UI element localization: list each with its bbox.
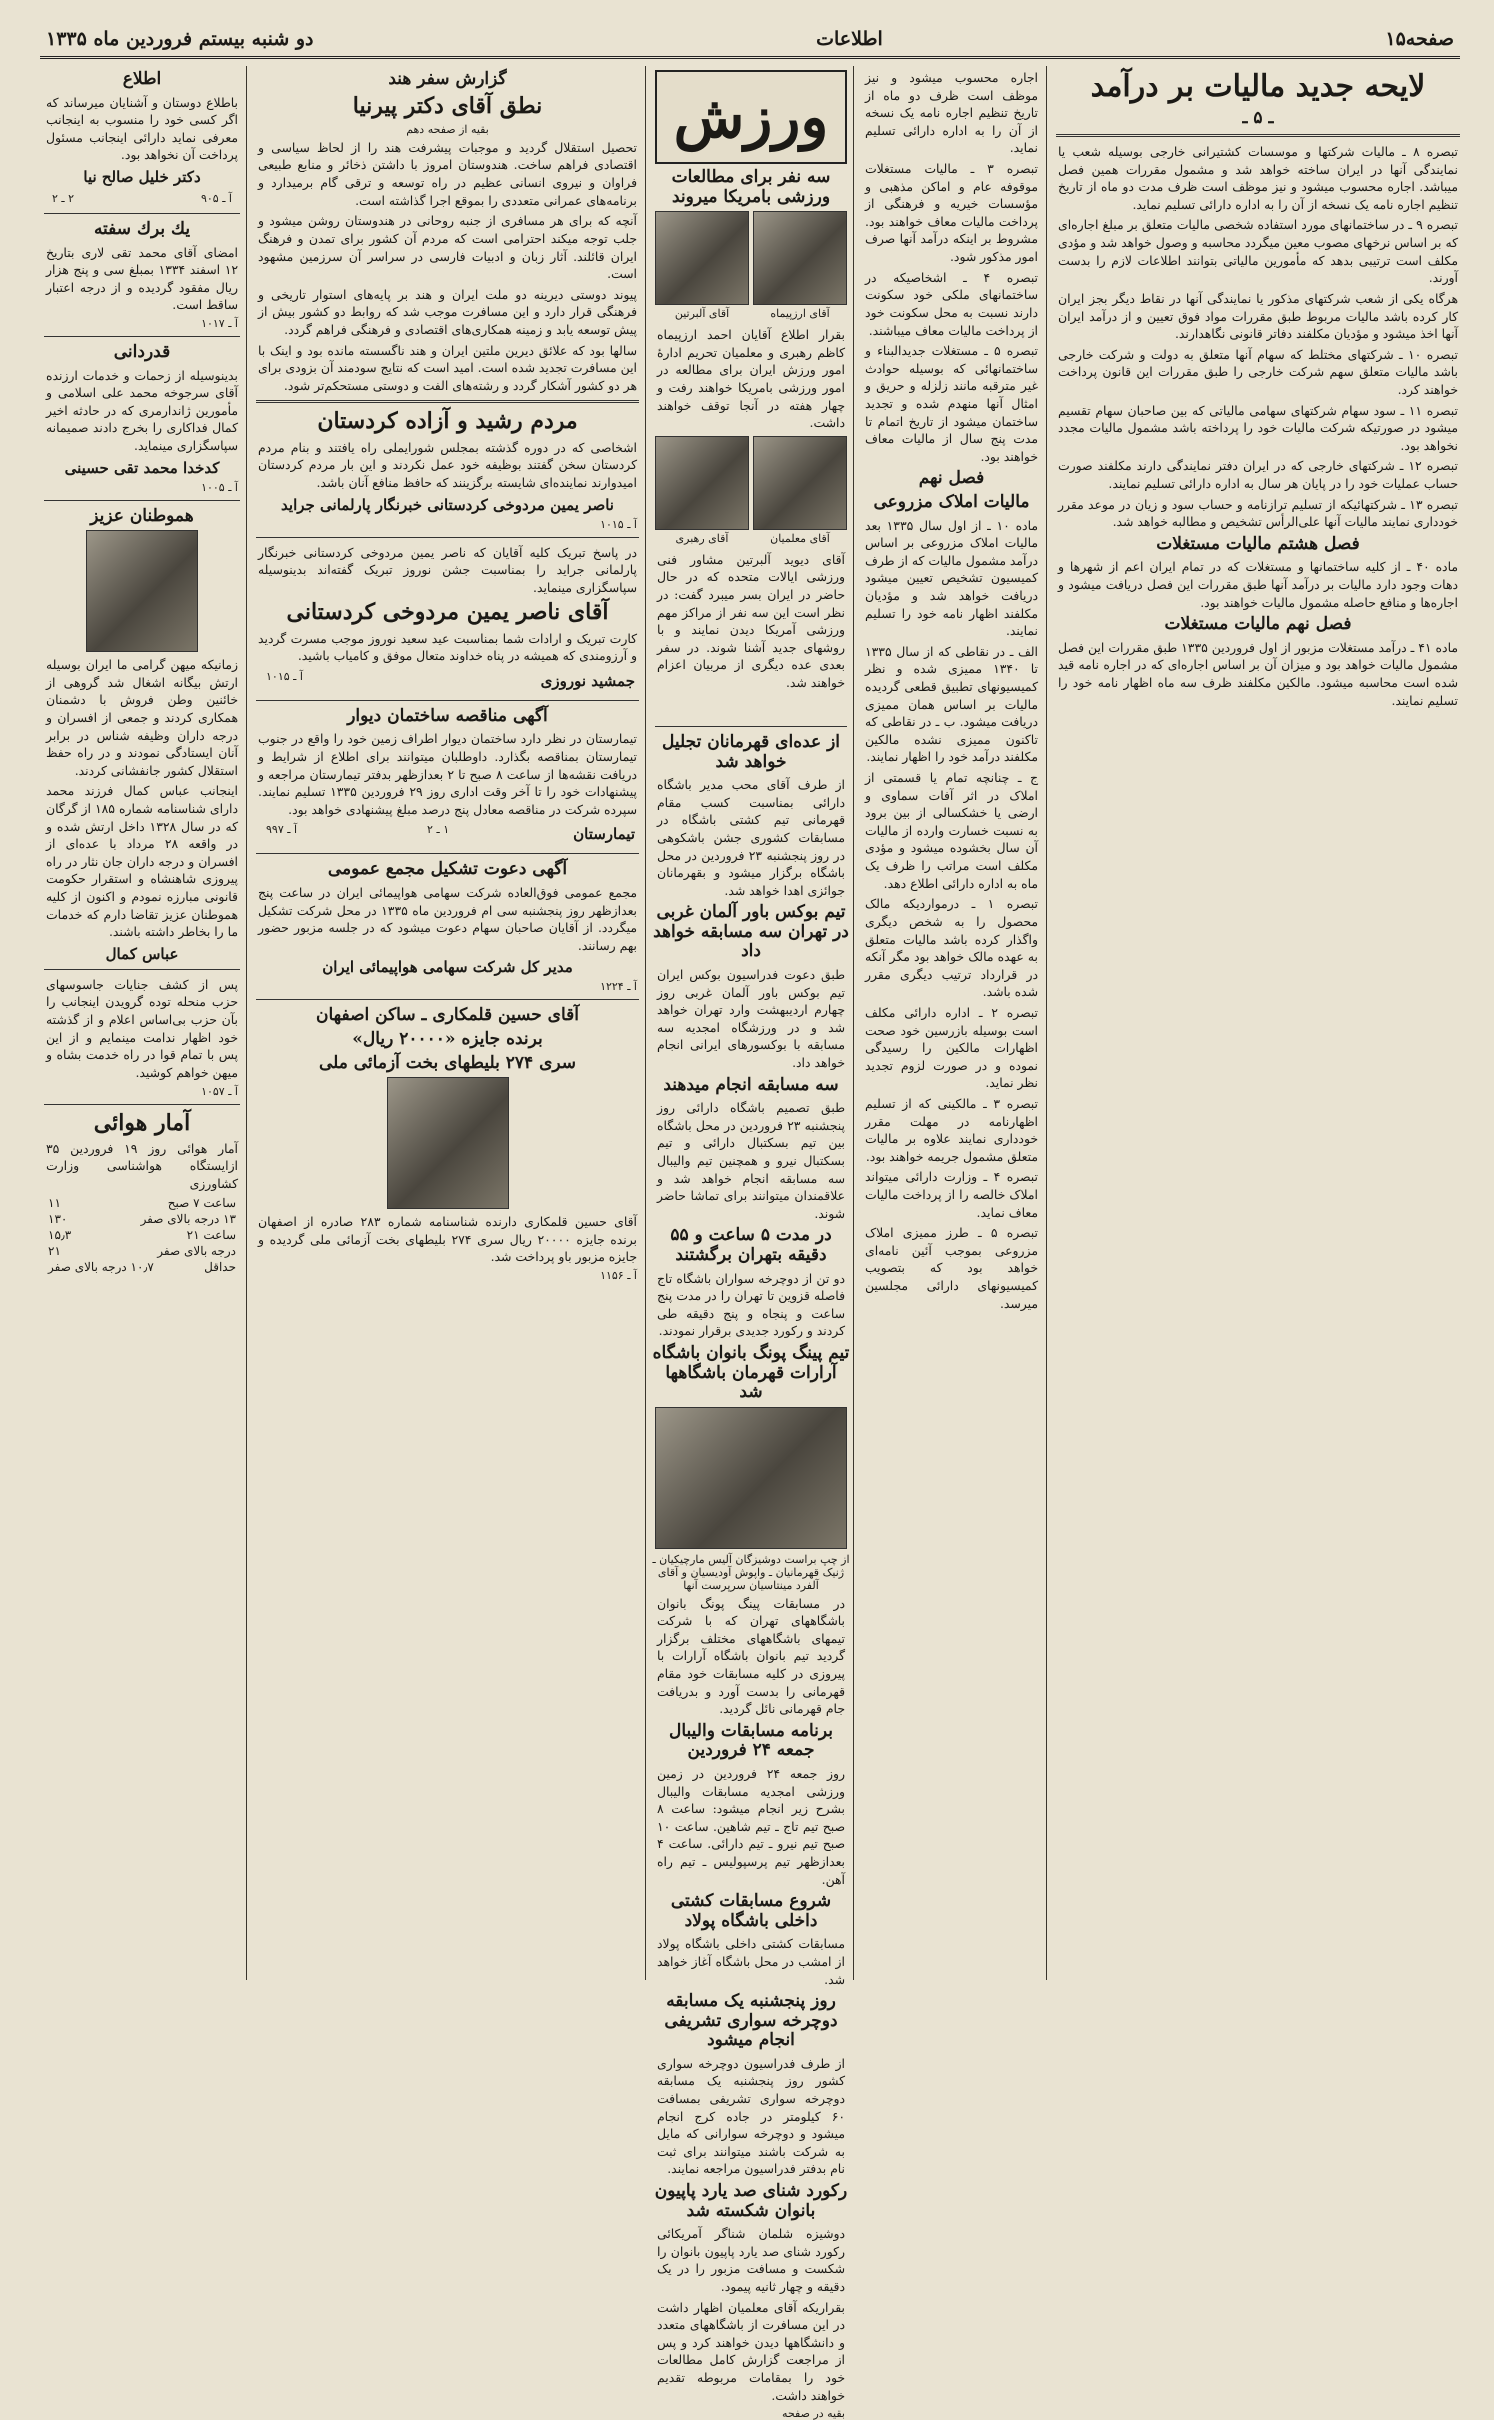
photo-caption: آقای معلمیان xyxy=(770,531,830,545)
weather-stats xyxy=(40,1196,244,1274)
lottery-headline: آقای حسین قلمکاری ـ ساکن اصفهان xyxy=(315,1005,580,1026)
sports-headline: تیم بوکس باور آلمان غربی در تهران سه مسابقه خواهد داد xyxy=(653,902,849,962)
tax-paragraph: تبصره ۵ ـ طرز ممیزی املاک مزروعی بموجب آئین نامه‌ای خواهد بود که بتصویب کمیسیونهای دارائی مجلسین میرسد. xyxy=(865,1225,1038,1311)
chapter-heading: فصل نهم xyxy=(918,468,985,489)
weather-stat-value: ۱۳۰ xyxy=(48,1211,68,1226)
sports-headline: رکورد شنای صد یارد پاپیون بانوان شکسته شد xyxy=(654,2181,848,2221)
notice-headline: قدردانی xyxy=(113,341,171,362)
kurdistan-headline: مردم رشید و آزاده کردستان xyxy=(317,408,578,435)
divider xyxy=(1056,134,1460,137)
ad-code: ۱ ـ ۲ xyxy=(427,823,450,837)
tax-paragraph: تبصره ۱۲ ـ شرکتهای خارجی که در ایران دفتر نمایندگی دارند مکلفند صورت حساب عملیات خود را در پایان هر سال به اداره دارائی تسلیم نمایند. xyxy=(1058,458,1458,492)
tax-paragraph: تبصره ۱۳ ـ شرکتهائیکه از تسلیم ترازنامه و حساب سود و زیان در موعد مقرر خودداری نمایند مالیات آنها علی‌الرأس تشخیص و مطالبه خواهد شد. xyxy=(1058,496,1459,530)
tax-paragraph: تبصره ۳ ـ مالیات مستغلات موقوفه عام و اماکن مذهبی و مؤسسات خیریه و فرهنگی از پرداخت مالیات معاف خواهند بود. مشروط بر اینکه درآمد آنها صرف امور مذکور شود. xyxy=(865,161,1038,265)
weather-intro: آمار هوائی روز ۱۹ فروردین ۳۵ ازایستگاه هواشناسی وزارت کشاورزی xyxy=(46,1140,238,1192)
notice-paragraph: پس از کشف جنایات جاسوسهای حزب منحله توده گرویدن اینجانب را بآن حزب بی‌اساس اعلام و از گذشته خود اظهار ندامت مینمایم و از این پس با تمام قوا در راه خدمت بشاه و میهن خواهم کوشید. xyxy=(46,976,238,1080)
notice-paragraph: اشخاصی که در دوره گذشته بمجلس شورایملی راه یافتند و بنام مردم کردستان سخن گفتند بوظیفه خود عمل نکردند و این بار مردم کردستان امیدوارند نماینده‌ای شایسته برگزینند که حافظ منافع آنان باشد. xyxy=(258,439,637,490)
assembly-headline: آگهی دعوت تشکیل مجمع عمومی xyxy=(327,859,568,880)
sports-headline: از عده‌ای قهرمانان تجلیل خواهد شد xyxy=(661,732,841,772)
sports-paragraph: از طرف فدراسیون دوچرخه سواری کشور روز پنجشنبه یک مسابقه دوچرخه سواری تشریفی بمسافت ۶۰ کیلومتر در جاده کرج انجام میشود و دوچرخه سوارانی که مایل به شرکت باشند میتوانند برای ثبت نام بدفتر فدراسیون مراجعه نمایند. xyxy=(657,2055,845,2177)
weather-stat-row xyxy=(48,1196,236,1210)
ad-code: آ ـ ۱۰۱۷ xyxy=(201,316,238,330)
sports-headline: برنامه مسابقات والیبال جمعه ۲۴ فروردین xyxy=(669,1720,833,1761)
tax-paragraph: هرگاه یکی از شعب شرکتهای مذکور یا نمایندگی آنها در نقاط دیگر بجز ایران کار کرده باشد مالیات مربوط طبق مقررات مواد فوق تعیین و از درآمد ایران آنها اخذ میشود و مؤدیان مکلفند دفاتر قانونی نگاهدارند. xyxy=(1058,290,1458,342)
greeting-headline: آقای ناصر یمین مردوخی کردستانی xyxy=(286,599,609,626)
page-number: صفحه۱۵ xyxy=(1385,28,1454,50)
ad-code: آ ـ ۱۰۱۵ xyxy=(266,669,303,683)
sports-headline: سه نفر برای مطالعات ورزشی بامریکا میروند xyxy=(671,167,831,207)
tax-paragraph: تبصره ۴ ـ وزارت دارائی میتواند املاک خالصه را از پرداخت مالیات معاف نماید. xyxy=(865,1169,1038,1220)
portrait-photo xyxy=(86,530,198,652)
signature: تیمارستان xyxy=(573,825,635,844)
team-photo xyxy=(655,1407,847,1549)
weather-stat-row xyxy=(48,1212,236,1226)
photo-caption: آقای ارزپیماه xyxy=(770,307,830,321)
divider xyxy=(44,213,240,214)
tax-bill-continued-column xyxy=(859,66,1044,1980)
tax-paragraph: الف ـ در نقاطی که از سال ۱۳۳۵ تا ۱۳۴۰ ممیزی شده و نظر کمیسیونهای تطبیق قطعی گردیده مالیات بر اساس همان ممیزی دریافت میشود. ب ـ در نقاطی که تاکنون ممیزی نشده مالکین مکلفند درآمد خود را اظهار نمایند. xyxy=(865,643,1038,765)
photo-caption: آقای رهبری xyxy=(675,531,729,545)
sports-headline: سه مسابقه انجام میدهند xyxy=(663,1074,839,1095)
tax-paragraph: اجاره محسوب میشود و نیز موظف است ظرف دو ماه از تاریخ تنظیم اجاره نامه یک نسخه از آن را به اداره دارائی تسلیم نماید. xyxy=(865,70,1038,156)
weather-stat-value: ۱۵٫۳ xyxy=(48,1227,72,1242)
notice-paragraph: آقای حسین قلمکاری دارنده شناسنامه شماره ۲۸۳ صادره از اصفهان برنده جایزه ۲۰۰۰۰ ریال سری ۲۷۴ بلیطهای بخت آزمائی ملی گردیده و جایزه مزبور باو پرداخت شد. xyxy=(258,1214,638,1265)
weather-stat-value: ۲۱ xyxy=(48,1243,61,1258)
column-rule xyxy=(246,66,247,1980)
notice-paragraph: کارت تبریک و ارادات شما بمناسبت عید سعید نوروز موجب مسرت گردید و آرزومندی که همیشه در پناه خداوند متعال موفق و کامیاب باشید. xyxy=(258,630,637,664)
portrait-photo xyxy=(655,211,749,305)
report-paragraph: پیوند دوستی دیرینه دو ملت ایران و هند بر پایه‌های استوار تاریخی و فرهنگی قرار دارد و این مسافرت موجب شد که روابط دو کشور بیش از پیش توسعه یابد و زمینه همکاری‌های اقتصادی و فرهنگی فراهم گردد. xyxy=(258,286,637,337)
weather-stat-label: ۱۳ درجه بالای صفر xyxy=(140,1211,236,1226)
ad-code: آ ـ ۱۰۵۷ xyxy=(201,1084,238,1098)
chapter-subheading: مالیات املاک مزروعی xyxy=(873,491,1030,512)
tax-paragraph: تبصره ۸ ـ مالیات شرکتها و موسسات کشتیرانی خارجی بوسیله شعب یا نمایندگی آنها در ایران ساخته خواهد شد و مشمول مقررات همین فصل میباشد. اجاره محسوب میشود و نیز موظف است ظرف مدت دو ماه از تاریخ تنظیم اجاره نامه یک نسخه از آن را به اداره دارائی تسلیم نماید. xyxy=(1058,144,1459,212)
notice-headline: یك برك سفته xyxy=(93,218,191,239)
continued-note: بقیه در صفحه xyxy=(782,2407,845,2420)
tender-headline: آگهی مناقصه ساختمان دیوار xyxy=(347,705,548,726)
sports-paragraph: بقراریکه آقای معلمیان اظهار داشت در این مسافرت از باشگاههای متعدد و دانشگاهها دیدن خواهند کرد و پس از مراجعت گزارش کامل مطالعات خود را بمقامات مربوطه تقدیم خواهند داشت. xyxy=(657,2299,845,2403)
weather-stat-row xyxy=(48,1228,236,1242)
tax-bill-subhead: ـ ۵ ـ xyxy=(1242,107,1274,128)
sports-paragraph: مسابقات کشتی داخلی باشگاه پولاد از امشب در محل باشگاه آغاز خواهد شد. xyxy=(657,1936,845,1987)
notice-paragraph: امضای آقای محمد تقی لاری بتاریخ ۱۲ اسفند ۱۳۳۴ بمبلغ سی و پنج هزار ریال مفقود گردیده و از درجه اعتبار ساقط است. xyxy=(46,244,238,313)
report-paragraph: تحصیل استقلال گردید و موجبات پیشرفت هند را از لحاظ سیاسی و اقتصادی فراهم ساخت. هندوستان امروز با داشتن ذخائر و منابع طبیعی فراوان و نیروی انسانی عظیم در راه توسعه و ترقی گام برمیدارد و برنامه‌های عمرانی متعددی را بموقع اجرا گذاشته است. xyxy=(258,139,637,208)
divider xyxy=(256,400,639,403)
sports-paragraph: آقای دیوید آلبرتین مشاور فنی ورزشی ایالات متحده که در حال حاضر در ایران بسر میبرد گفت: در نظر است این سه نفر از مراکز مهم ورزشی آمریکا دیدن نمایند و با روشهای جدید آشنا شوند. در سفر بعدی عده دیگری از مربیان اعزام خواهند شد. xyxy=(657,551,845,691)
masthead xyxy=(40,22,1460,59)
notice-headline: هموطنان عزیز xyxy=(90,505,194,526)
tax-paragraph: تبصره ۱ ـ درمواردیکه مالک محصول را به شخص دیگری واگذار کرده باشد مالیات متعلق به عهده مالک خواهد بود مگر آنکه در قرارداد ترتیب دیگری مقرر شده باشد. xyxy=(865,896,1038,1000)
weather-stat-value: ۱۱ xyxy=(48,1195,61,1210)
divider xyxy=(44,500,240,501)
issue-date: دو شنبه بیستم فروردین ماه ۱۳۳۵ xyxy=(46,28,314,50)
notice-paragraph: اینجانب عباس کمال فرزند محمد دارای شناسنامه شماره ۱۸۵ از گرگان که در سال ۱۳۲۸ داخل ارتش شده و در واقعه ۲۸ مرداد با عده‌ای از افسران و درجه داران جان نثار در راه پیروزی شاهنشاه و استقرار حکومت قانونی مبارزه نمودم و اکنون از کلیه هموطنان عزیز تقاضا دارم که خدمات ما را بخاطر داشته باشند. xyxy=(46,783,239,940)
column-rule xyxy=(1046,66,1047,1980)
lottery-series: سری ۲۷۴ بلیطهای بخت آزمائی ملی xyxy=(318,1052,577,1073)
signature: جمشید نوروزی xyxy=(540,671,635,690)
tax-paragraph: تبصره ۳ ـ مالکینی که از تسلیم اظهارنامه در مهلت مقرر خودداری نمایند علاوه بر مالیات متعلق مشمول جریمه خواهند بود. xyxy=(865,1096,1038,1164)
lottery-prize: برنده جایزه «۲۰۰۰۰ ریال» xyxy=(352,1028,543,1049)
ad-code: آ ـ ۹۹۷ xyxy=(266,823,298,837)
notice-headline: اطلاع xyxy=(122,69,162,89)
tax-bill-headline: لایحه جدید مالیات بر درآمد xyxy=(1090,69,1426,104)
divider xyxy=(44,969,240,970)
ad-code: آ ـ ۱۱۵۶ xyxy=(600,1268,637,1282)
ad-code: آ ـ ۱۰۱۵ xyxy=(600,517,637,531)
sports-paragraph: دو تن از دوچرخه سواران باشگاه تاج فاصله قزوین تا تهران را در مدت پنج ساعت و پنجاه و پنج دقیقه طی کردند و رکورد جدیدی برقرار نمودند. xyxy=(657,1270,845,1339)
sports-title: ورزش xyxy=(673,83,829,151)
sports-headline: روز پنجشنبه یک مسابقه دوچرخه سواری تشریفی انجام میشود xyxy=(664,1991,838,2051)
sports-paragraph: طبق تصمیم باشگاه دارائی روز پنجشنبه ۲۳ فروردین در محل باشگاه بین تیم بسکتبال دارائی و تیم بسکتبال نیرو و همچنین تیم والیبال سه مسابقه انجام خواهد شد و علاقمندان میتوانند برای تماشا حاضر شوند. xyxy=(657,1100,845,1221)
chapter-heading: فصل نهم مالیات مستغلات xyxy=(1164,614,1352,635)
signature: دکتر خلیل صالح نیا xyxy=(83,167,201,186)
notice-paragraph: بدینوسیله از زحمات و خدمات ارزنده آقای سرجوخه محمد علی اسلامی و مأمورین ژاندارمری که در حادثه اخیر کمال فداکاری را بخرج دادند صمیمانه سپاسگزاری مینماید. xyxy=(46,367,238,453)
sports-banner xyxy=(655,70,847,164)
paper-name: اطلاعات xyxy=(816,28,883,50)
signature: کدخدا محمد تقی حسینی xyxy=(64,458,220,477)
speech-headline: نطق آقای دکتر پیرنیا xyxy=(352,92,543,119)
divider xyxy=(256,999,639,1000)
ad-code: آ ـ ۱۰۰۵ xyxy=(201,480,238,494)
tax-paragraph: ماده ۱۰ ـ از اول سال ۱۳۳۵ بعد مالیات املاک مزروعی بر اساس درآمد مشمول مالیات که از طرف کمیسیون تشخیص تعیین میشود دریافت خواهد شد و مؤدیان مکلفند اظهار نامه خود را تسلیم نمایند. xyxy=(865,517,1038,639)
divider xyxy=(655,726,847,727)
divider xyxy=(256,853,639,854)
tax-paragraph: ماده ۴۰ ـ از کلیه ساختمانها و مستغلات که در تمام ایران اعم از شهرها و دهات وجود دارد مالیات بر درآمد آنها طبق مقررات این فصل دریافت میشود و اجاره‌ها و منافع حاصله مشمول مالیات خواهند بود. xyxy=(1058,559,1458,610)
photo-caption: از چپ براست دوشیزگان آلیس مارچیکیان ـ ژنیک قهرمانیان ـ واپوش آودیسیان و آقای آلفرد مینتاسیان سرپرست آنها xyxy=(652,1552,850,1592)
divider xyxy=(256,537,639,538)
sports-lower xyxy=(651,720,851,2420)
weather-stat-label: درجه بالای صفر xyxy=(157,1243,236,1258)
sports-paragraph: روز جمعه ۲۴ فروردین در زمین ورزشی امجدیه مسابقات والیبال بشرح زیر انجام میشود: ساعت ۸ صبح تیم تاج ـ تیم شاهین. ساعت ۱۰ صبح تیم نیرو ـ تیم دارائی. ساعت ۴ بعدازظهر تیم پرسپولیس ـ تیم راه آهن. xyxy=(657,1766,846,1887)
sports-headline: در مدت ۵ ساعت و ۵۵ دقیقه بتهران برگشتند xyxy=(670,1225,832,1266)
signature: مدیر کل شرکت سهامی هواپیمائی ایران xyxy=(322,958,573,977)
signature: عباس کمال xyxy=(105,944,179,963)
tax-paragraph: تبصره ۲ ـ اداره دارائی مکلف است بوسیله بازرسین خود صحت اظهارات مالکین را رسیدگی نموده و در صورت لزوم تجدید نظر نماید. xyxy=(865,1004,1038,1091)
continued-from: بقیه از صفحه دهم xyxy=(406,122,489,136)
notice-paragraph: تیمارستان در نظر دارد ساختمان دیوار اطراف زمین خود را واقع در جنوب تیمارستان بمناقصه بگذارد. داوطلبان میتوانند برای اطلاع از شرایط و دریافت نقشه‌ها از ساعت ۸ صبح تا ۲ بعدازظهر بدفتر تیمارستان مراجعه و پیشنهادات خود را تا آخر وقت اداری روز ۲۹ فروردین ۱۳۳۵ تسلیم نمایند. سپرده شرکت در مناقصه معادل پنج درصد مبلغ پیشنهادی خواهد بود. xyxy=(258,731,637,817)
divider xyxy=(44,336,240,337)
tax-paragraph: تبصره ۱۰ ـ شرکتهای مختلط که سهام آنها متعلق به دولت و شرکت خارجی باشد مالیات متعلق سهم شرکت خارجی را طبق مقررات این قانون پرداخت خواهند کرد. xyxy=(1058,346,1458,397)
weather-headline: آمار هوائی xyxy=(93,1109,191,1136)
weather-stat-row xyxy=(48,1244,236,1258)
ad-code: آ ـ ۱۲۲۴ xyxy=(600,980,637,994)
weather-stat-label: حداقل xyxy=(204,1259,236,1274)
divider xyxy=(256,700,639,701)
portrait-photo xyxy=(753,436,847,530)
tax-paragraph: تبصره ۱۱ ـ سود سهام شرکتهای سهامی مالیاتی که بین صاحبان سهام تقسیم میشود در صورتیکه شرکت مالیات خود را پرداخته باشد مشمول مالیات مجدد نخواهد بود. xyxy=(1058,402,1458,453)
sports-headline: شروع مسابقات کشتی داخلی باشگاه پولاد xyxy=(670,1891,832,1931)
notices-column xyxy=(40,66,244,1980)
ad-code: ۲ ـ ۲ xyxy=(52,191,75,205)
divider xyxy=(44,1104,240,1105)
report-paragraph: آنچه که برای هر مسافری از جنبه روحانی در هندوستان روشن میشود و جلب توجه میکند احترامی است که مردم آن کشور برای تمدن و فرهنگ ایران قائلند. آثار زبان و ادبیات فارسی در سراسر آن سرزمین مشهود است. xyxy=(258,213,637,282)
sports-paragraph: بقرار اطلاع آقایان احمد ارزپیماه کاظم رهبری و معلمیان تحریم ادارهٔ امور ورزش ایران برای مطالعه در امور ورزشی بامریکا خواهند رفت و چهار هفته در آنجا توقف خواهند داشت. xyxy=(657,327,845,431)
notice-paragraph: مجمع عمومی فوق‌العاده شرکت سهامی هواپیمائی ایران در ساعت پنج بعدازظهر روز پنجشنبه سی ام فروردین ماه ۱۳۳۵ در محل شرکت تشکیل میگردد. از آقایان صاحبان سهام دعوت میشود که در جلسه مزبور حضور بهم رسانند. xyxy=(258,884,637,953)
signature: ناصر یمین مردوخی کردستانی خبرنگار پارلمانی جراید xyxy=(281,495,614,514)
weather-stat-value: ۱۰٫۷ درجه بالای صفر xyxy=(48,1259,154,1274)
weather-stat-label: ساعت ۷ صبح xyxy=(167,1195,236,1210)
sports-headline: تیم پینگ پونگ بانوان باشگاه آرارات قهرمان باشگاهها شد xyxy=(652,1343,850,1403)
tax-paragraph: ماده ۴۱ ـ درآمد مستغلات مزبور از اول فروردین ۱۳۳۵ طبق مقررات این فصل مشمول مالیات خواهد بود و میزان آن بر اساس اجاره‌ای که در اجاره نامه قید شده است محاسبه میشود. مالکین مکلفند ظرف سه ماه اظهار نامه خود را تسلیم نمایند. xyxy=(1058,639,1458,708)
notice-paragraph: باطلاع دوستان و آشنایان میرساند که اگر کسی خود را منسوب به اینجانب معرفی نماید دارائی اینجانب مسئول پرداخت آن نخواهد بود. xyxy=(46,94,238,163)
tax-paragraph: ج ـ چنانچه تمام یا قسمتی از املاک در اثر آفات سماوی و ارضی یا خشکسالی از بین برود به نسبت خسارت وارده از مالیات آن سال بخشوده میشود و مؤدی مکلف است مراتب را ظرف یک ماه به اداره دارائی اطلاع دهد. xyxy=(865,770,1038,891)
chapter-heading: فصل هشتم مالیات مستغلات xyxy=(1156,533,1360,554)
weather-stat-label: ساعت ۲۱ xyxy=(186,1227,236,1242)
kicker: گزارش سفر هند xyxy=(388,69,507,89)
portrait-photo xyxy=(753,211,847,305)
photo-caption: آقای آلبرتین xyxy=(674,307,730,321)
india-report-column xyxy=(252,66,643,1980)
column-rule xyxy=(645,66,646,1980)
tax-paragraph: تبصره ۴ ـ اشخاصیکه در ساختمانهای ملکی خود سکونت دارند نسبت به محل سکونت خود از پرداخت مالیات معاف میباشند. xyxy=(865,269,1039,338)
weather-stat-row xyxy=(48,1260,236,1274)
column-rule xyxy=(853,66,854,1980)
sports-paragraph: از طرف آقای محب مدیر باشگاه دارائی بمناسبت کسب مقام قهرمانی تیم کشتی باشگاه در مسابقات کشوری جشن باشکوهی در روز پنجشنبه ۲۳ فروردین در محل باشگاه برگزار میشود و بقهرمانان جوائزی اهدا خواهد شد. xyxy=(657,777,845,898)
winner-photo xyxy=(387,1077,509,1209)
sports-paragraph: دوشیزه شلمان شناگر آمریکائی رکورد شنای صد یارد پاپیون بانوان را شکست و مسافت مزبور را در یک دقیقه و چهار ثانیه پیمود. xyxy=(657,2226,845,2295)
tax-bill-column xyxy=(1052,66,1464,1980)
tax-paragraph: تبصره ۵ ـ مستغلات جدیدالبناء و ساختمانهائی که بوسیله حوادث غیر مترقبه مانند زلزله و حریق و امثال آنها منهدم شده و تجدید ساختمان میشود از تاریخ اتمام تا مدت پنج سال از مالیات معاف خواهند بود. xyxy=(865,343,1039,464)
report-paragraph: سالها بود که علائق دیرین ملتین ایران و هند ناگسسته مانده بود و اینک با این مسافرت تجدید شده است. امید است که نتایج سودمند آن بزودی برای هر دو کشور آشکار گردد و رشته‌های الفت و دوستی مستحکم‌تر شود. xyxy=(258,342,637,393)
sports-paragraph: در مسابقات پینگ پونگ بانوان باشگاههای تهران که با شرکت تیمهای باشگاههای مختلف برگزار گردید تیم بانوان باشگاه آرارات با پیروزی در کلیه مسابقات خود مقام قهرمانی را بدست آورد و بدریافت جام قهرمانی نائل گردید. xyxy=(657,1595,845,1717)
notice-paragraph: در پاسخ تبریک کلیه آقایان که ناصر یمین مردوخی کردستانی خبرنگار پارلمانی جراید را بمناسبت جشن نوروز تبریک گفته‌اند بدینوسیله سپاسگزاری مینماید. xyxy=(258,544,637,595)
tax-paragraph: تبصره ۹ ـ در ساختمانهای مورد استفاده شخصی مالیات متعلق بر مبلغ اجاره‌ای که بر اساس نرخهای مصوب معین میگردد محاسبه و وصول خواهد شد و مؤدی مکلف است ترتیبی بدهد که مأمورین مالیاتی بتوانند اطلاعات لازم را بدست آورند. xyxy=(1058,217,1458,286)
ad-code: آ ـ ۹۰۵ xyxy=(200,191,232,205)
notice-paragraph: زمانیکه میهن گرامی ما ایران بوسیله ارتش بیگانه اشغال شد گروهی از خائنین وطن فروش با دشمنان همکاری کردند و جمعی از افسران و درجه داران وظیفه شناس در برابر آنان ایستادگی نمودند و در راه حفظ استقلال کشور جانفشانی کردند. xyxy=(46,657,238,778)
portrait-photo xyxy=(655,436,749,530)
sports-paragraph: طبق دعوت فدراسیون بوکس ایران تیم بوکس باور آلمان غربی روز چهارم اردیبهشت وارد تهران خواهد شد و در ورزشگاه امجدیه سه مسابقه با بوکسورهای ایرانی انجام خواهد داد. xyxy=(657,967,845,1071)
